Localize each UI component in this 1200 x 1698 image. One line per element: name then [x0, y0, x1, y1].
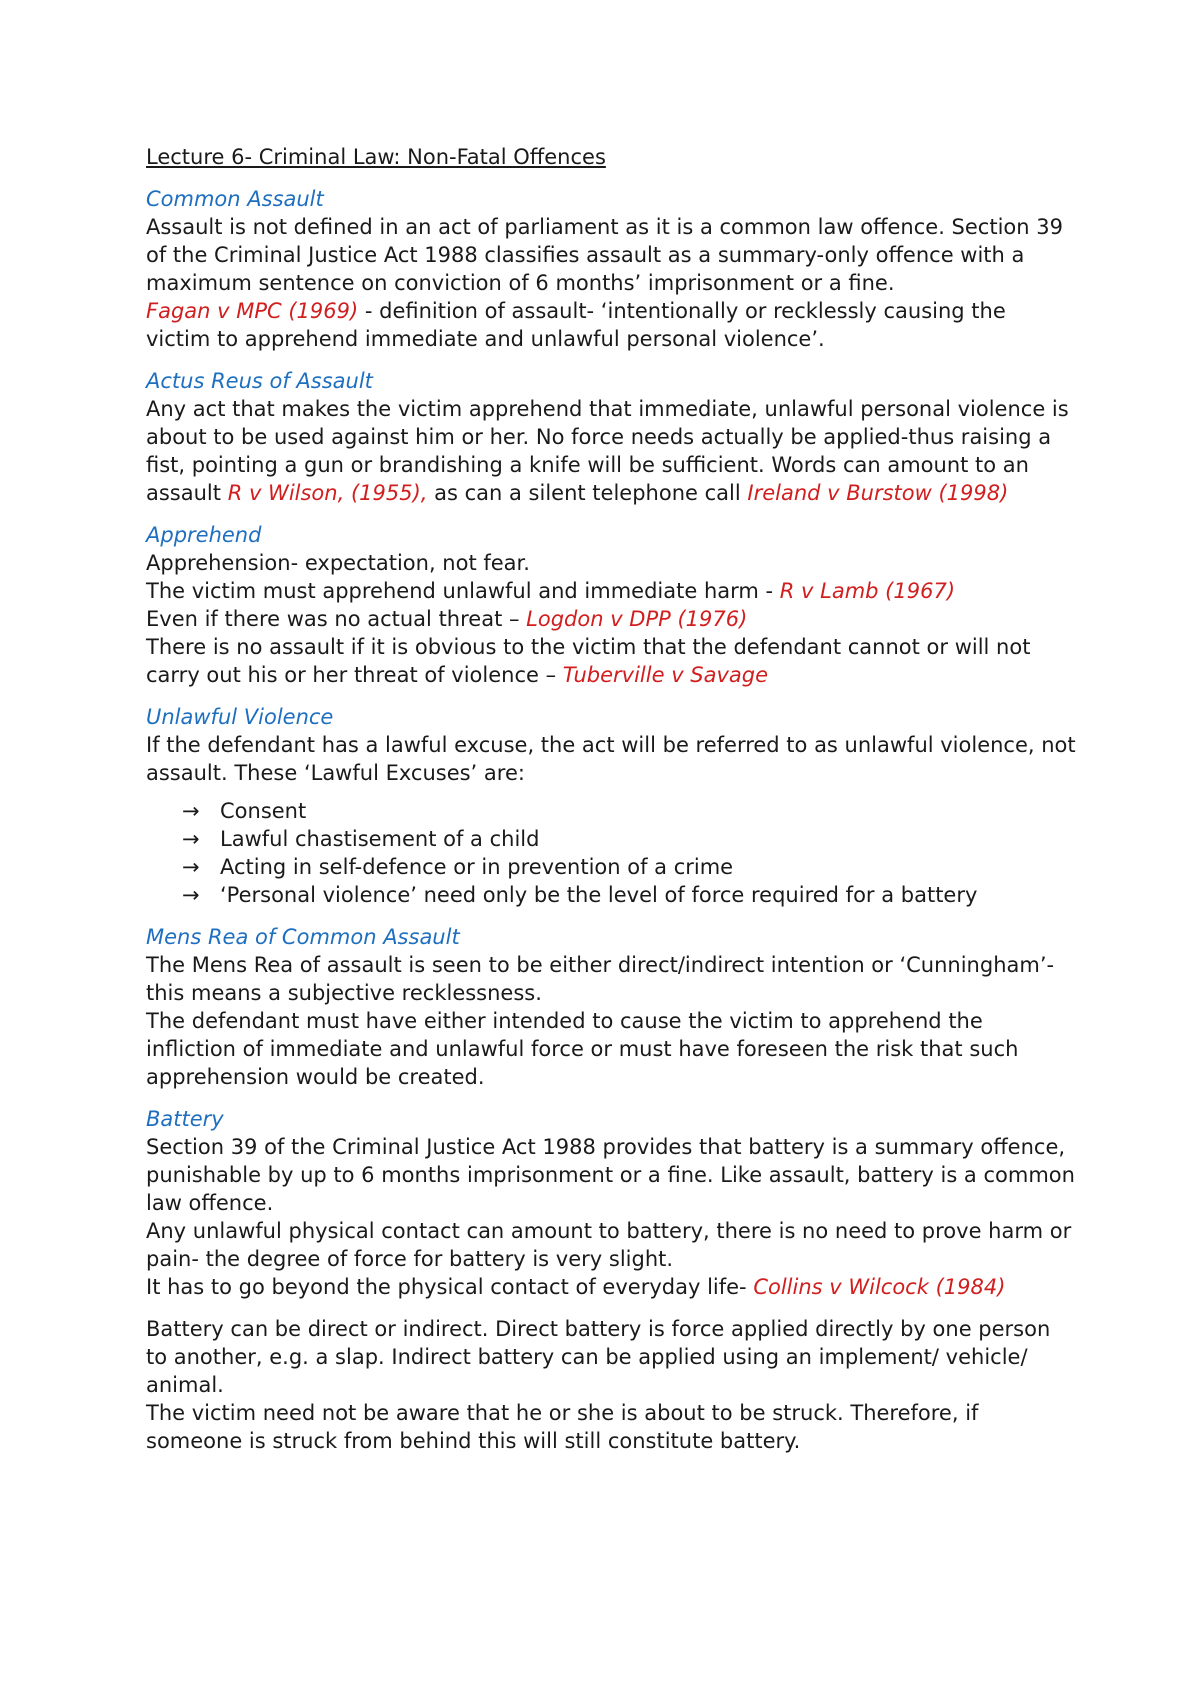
section-common-assault	[146, 185, 1076, 353]
paragraph: Any unlawful physical contact can amount to battery, there is no need to prove harm or pain- the degree of force for battery is very slight.	[146, 1219, 1072, 1271]
section-heading: Unlawful Violence	[146, 705, 334, 729]
paragraph-text: There is no assault if it is obvious to the victim that the defendant cannot or will not carry out his or her threat of violence –	[146, 635, 1031, 687]
arrow-icon: →	[182, 799, 200, 823]
case-citation: Fagan v MPC (1969)	[146, 299, 359, 323]
page-title: Lecture 6- Criminal Law: Non-Fatal Offences	[146, 145, 606, 169]
arrow-icon: →	[182, 883, 200, 907]
paragraph-text: Even if there was no actual threat –	[146, 607, 527, 631]
paragraph-with-case	[146, 395, 1076, 507]
section-heading: Mens Rea of Common Assault	[146, 925, 460, 949]
paragraph: The defendant must have either intended to cause the victim to apprehend the infliction of immediate and unlawful force or must have foreseen the risk that such apprehension would be created.	[146, 1009, 1019, 1089]
list-item-text: ‘Personal violence’ need only be the level of force required for a battery	[220, 883, 978, 907]
case-citation: Tuberville v Savage	[562, 663, 769, 687]
list-item	[182, 797, 1076, 825]
paragraph: Battery can be direct or indirect. Direct battery is force applied directly by one person to another, e.g. a slap. Indirect battery can be applied using an implement/ vehicle/ animal.	[146, 1317, 1051, 1397]
section-battery	[146, 1105, 1076, 1455]
list-item	[182, 825, 1076, 853]
paragraph-with-case	[146, 577, 1076, 605]
arrow-icon: →	[182, 827, 200, 851]
section-mens-rea	[146, 923, 1076, 1091]
section-unlawful-violence	[146, 703, 1076, 909]
paragraph-text: as can a silent telephone call	[427, 481, 748, 505]
case-citation: R v Wilson, (1955),	[227, 481, 428, 505]
paragraph-text: The victim must apprehend unlawful and immediate harm -	[146, 579, 780, 603]
paragraph: Section 39 of the Criminal Justice Act 1988 provides that battery is a summary offence, punishable by up to 6 months imprisonment or a fine. Like assault, battery is a common law offence.	[146, 1135, 1075, 1215]
case-citation: R v Lamb (1967)	[779, 579, 956, 603]
paragraph-with-case	[146, 1273, 1076, 1301]
list-item-text: Consent	[220, 799, 307, 823]
list-item	[182, 853, 1076, 881]
case-citation: Logdon v DPP (1976)	[526, 607, 748, 631]
lawful-excuses-list	[146, 797, 1076, 909]
paragraph: If the defendant has a lawful excuse, the act will be referred to as unlawful violence, not assault. These ‘Lawful Excuses’ are:	[146, 733, 1076, 785]
section-heading: Actus Reus of Assault	[146, 369, 373, 393]
list-item	[182, 881, 1076, 909]
section-actus-reus	[146, 367, 1076, 507]
section-heading: Common Assault	[146, 187, 324, 211]
paragraph: Assault is not defined in an act of parliament as it is a common law offence. Section 39 of the Criminal Justice Act 1988 classifies assault as a summary-only offence with a maximum sentence on conviction of 6 months’ imprisonment or a fine.	[146, 215, 1063, 295]
arrow-icon: →	[182, 855, 200, 879]
list-item-text: Lawful chastisement of a child	[220, 827, 540, 851]
paragraph: The Mens Rea of assault is seen to be either direct/indirect intention or ‘Cunningham’- this means a subjective recklessness.	[146, 953, 1055, 1005]
paragraph-text: It has to go beyond the physical contact of everyday life-	[146, 1275, 754, 1299]
paragraph-with-case	[146, 633, 1076, 689]
paragraph-text: - definition of assault- ‘intentionally or recklessly causing the victim to apprehend immediate and unlawful personal violence’.	[146, 299, 1006, 351]
document-page	[146, 143, 1076, 1469]
list-item-text: Acting in self-defence or in prevention of a crime	[220, 855, 734, 879]
section-heading: Battery	[146, 1107, 224, 1131]
paragraph-text: Any act that makes the victim apprehend that immediate, unlawful personal violence is about to be used against him or her. No force needs actually be applied-thus raising a fist, pointing a gun or brandishing a knife will be sufficient. Words can amount to an assault	[146, 397, 1069, 505]
case-citation: Collins v Wilcock (1984)	[753, 1275, 1006, 1299]
paragraph: The victim need not be aware that he or she is about to be struck. Therefore, if someone is struck from behind this will still constitute battery.	[146, 1401, 979, 1453]
paragraph-with-case	[146, 297, 1076, 353]
section-heading: Apprehend	[146, 523, 262, 547]
paragraph: Apprehension- expectation, not fear.	[146, 551, 530, 575]
paragraph-with-case	[146, 605, 1076, 633]
section-apprehend	[146, 521, 1076, 689]
case-citation: Ireland v Burstow (1998)	[747, 481, 1009, 505]
